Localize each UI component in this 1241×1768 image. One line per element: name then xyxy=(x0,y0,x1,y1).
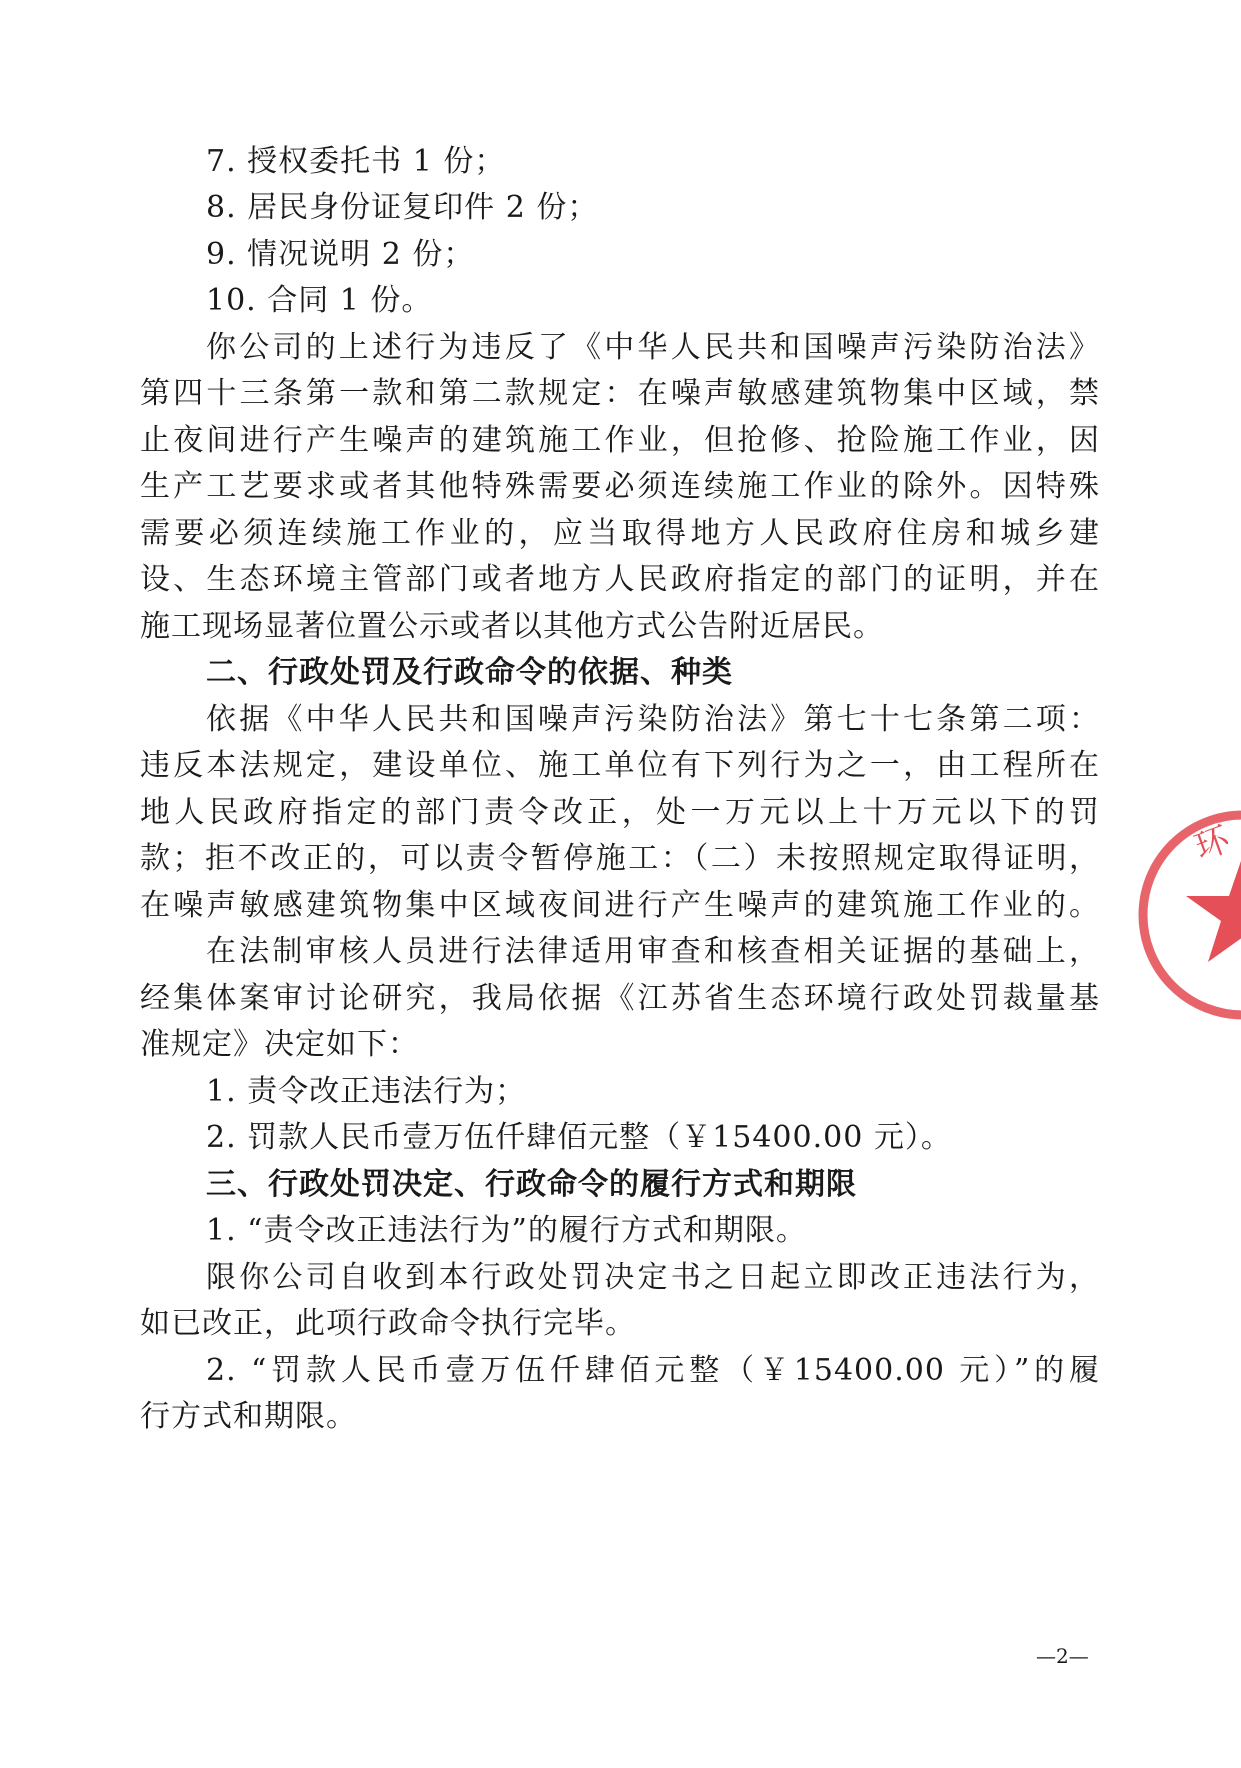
paragraph-line: 你公司的上述行为违反了《中华人民共和国噪声污染防治法》 xyxy=(206,330,1100,365)
list-item-9: 9. 情况说明 2 份； xyxy=(206,237,475,272)
paragraph-line: 经集体案审讨论研究，我局依据《江苏省生态环境行政处罚裁量基 xyxy=(140,981,1100,1016)
list-item-10: 10. 合同 1 份。 xyxy=(206,283,433,318)
section-heading: 三、行政处罚决定、行政命令的履行方式和期限 xyxy=(206,1167,857,1202)
paragraph-line: 生产工艺要求或者其他特殊需要必须连续施工作业的除外。因特殊 xyxy=(140,469,1100,504)
decision-item-2: 2. 罚款人民币壹万伍仟肆佰元整（￥15400.00 元）。 xyxy=(206,1120,952,1155)
sub-item-title: 行方式和期限。 xyxy=(140,1399,357,1434)
paragraph-line: 地人民政府指定的部门责令改正，处一万元以上十万元以下的罚 xyxy=(140,795,1100,830)
paragraph-line: 第四十三条第一款和第二款规定：在噪声敏感建筑物集中区域，禁 xyxy=(140,376,1100,411)
paragraph-line: 违反本法规定，建设单位、施工单位有下列行为之一，由工程所在 xyxy=(140,748,1100,783)
page-number: —2— xyxy=(1036,1644,1089,1668)
paragraph-line: 设、生态环境主管部门或者地方人民政府指定的部门的证明，并在 xyxy=(140,562,1100,597)
list-item-8: 8. 居民身份证复印件 2 份； xyxy=(206,190,599,225)
paragraph-line: 依据《中华人民共和国噪声污染防治法》第七十七条第二项： xyxy=(206,702,1100,737)
section-heading: 二、行政处罚及行政命令的依据、种类 xyxy=(206,655,733,690)
paragraph-line: 在噪声敏感建筑物集中区域夜间进行产生噪声的建筑施工作业的。 xyxy=(140,888,1100,923)
paragraph-line: 如已改正，此项行政命令执行完毕。 xyxy=(140,1306,636,1341)
seal-star-icon xyxy=(1186,855,1241,962)
paragraph-line: 需要必须连续施工作业的，应当取得地方人民政府住房和城乡建 xyxy=(140,516,1100,551)
paragraph-line: 限你公司自收到本行政处罚决定书之日起立即改正违法行为， xyxy=(206,1260,1100,1295)
paragraph-line: 准规定》决定如下： xyxy=(140,1027,419,1062)
svg-text:环: 环 xyxy=(1189,819,1236,869)
sub-item-title: 1. “责令改正违法行为”的履行方式和期限。 xyxy=(206,1213,807,1248)
list-item-7: 7. 授权委托书 1 份； xyxy=(206,144,506,179)
paragraph-line: 款；拒不改正的，可以责令暂停施工：（二）未按照规定取得证明， xyxy=(140,841,1100,876)
paragraph-line: 在法制审核人员进行法律适用审查和核查相关证据的基础上， xyxy=(206,934,1100,969)
paragraph-line: 止夜间进行产生噪声的建筑施工作业，但抢修、抢险施工作业，因 xyxy=(140,423,1100,458)
paragraph-line: 施工现场显著位置公示或者以其他方式公告附近居民。 xyxy=(140,609,884,644)
sub-item-title: 2. “罚款人民币壹万伍仟肆佰元整（￥15400.00 元）”的履 xyxy=(206,1353,1100,1388)
official-seal-stamp xyxy=(1138,790,1241,1040)
decision-item-1: 1. 责令改正违法行为； xyxy=(206,1074,527,1109)
